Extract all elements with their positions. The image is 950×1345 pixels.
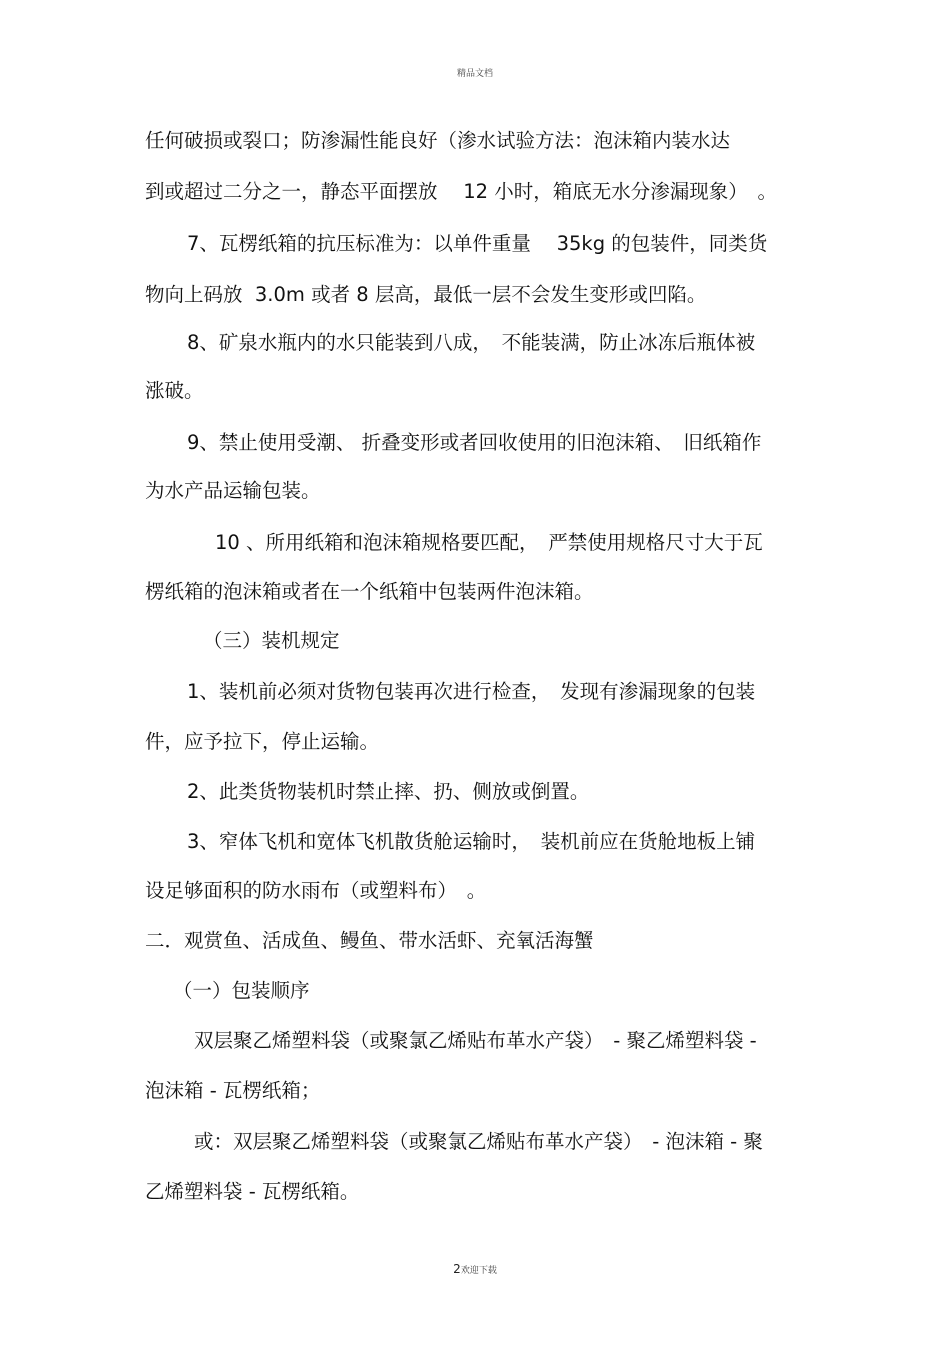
text-line: 设足够面积的防水雨布（或塑料布） 。: [145, 879, 487, 902]
page-footer: [0, 1262, 950, 1276]
text-line: 涨破。: [145, 379, 204, 402]
text-line: 件，应予拉下，停止运输。: [145, 730, 380, 753]
text-line: 双层聚乙烯塑料袋（或聚氯乙烯贴布革水产袋） - 聚乙烯塑料袋 -: [194, 1029, 757, 1052]
text-line: 2、此类货物装机时禁止摔、扔、侧放或倒置。: [187, 780, 590, 803]
page-number: 2: [453, 1262, 461, 1276]
section-heading: 二．观赏鱼、活成鱼、鳗鱼、带水活虾、充氧活海蟹: [145, 929, 594, 952]
text-line: 到或超过二分之一，静态平面摆放 12 小时，箱底无水分渗漏现象） 。: [145, 180, 777, 203]
text-line: 9、禁止使用受潮、 折叠变形或者回收使用的旧泡沫箱、 旧纸箱作: [187, 431, 762, 454]
text-line: 物向上码放 3.0m 或者 8 层高，最低一层不会发生变形或凹陷。: [145, 283, 707, 306]
text-line: 任何破损或裂口；防渗漏性能良好（渗水试验方法：泡沫箱内装水达: [145, 129, 731, 152]
footer-text: 欢迎下载: [460, 1266, 497, 1276]
text-line: 10 、所用纸箱和泡沫箱规格要匹配， 严禁使用规格尺寸大于瓦: [215, 531, 763, 554]
section-heading: （三）装机规定: [203, 629, 340, 652]
text-line: 泡沫箱 - 瓦楞纸箱；: [145, 1079, 321, 1102]
text-line: 楞纸箱的泡沫箱或者在一个纸箱中包装两件泡沫箱。: [145, 580, 594, 603]
text-line: 为水产品运输包装。: [145, 479, 321, 502]
text-line: 3、窄体飞机和宽体飞机散货舱运输时， 装机前应在货舱地板上铺: [187, 830, 756, 853]
text-line: 8、矿泉水瓶内的水只能装到八成， 不能装满，防止冰冻后瓶体被: [187, 331, 756, 354]
text-line: 乙烯塑料袋 - 瓦楞纸箱。: [145, 1180, 360, 1203]
text-line: 1、装机前必须对货物包装再次进行检查， 发现有渗漏现象的包装: [187, 680, 756, 703]
page-header: 精品文档: [456, 69, 493, 79]
text-line: 或：双层聚乙烯塑料袋（或聚氯乙烯贴布革水产袋） - 泡沫箱 - 聚: [194, 1130, 763, 1153]
section-heading: （一）包装顺序: [173, 979, 310, 1002]
text-line: 7、瓦楞纸箱的抗压标准为：以单件重量 35kg 的包装件，同类货: [187, 232, 768, 255]
